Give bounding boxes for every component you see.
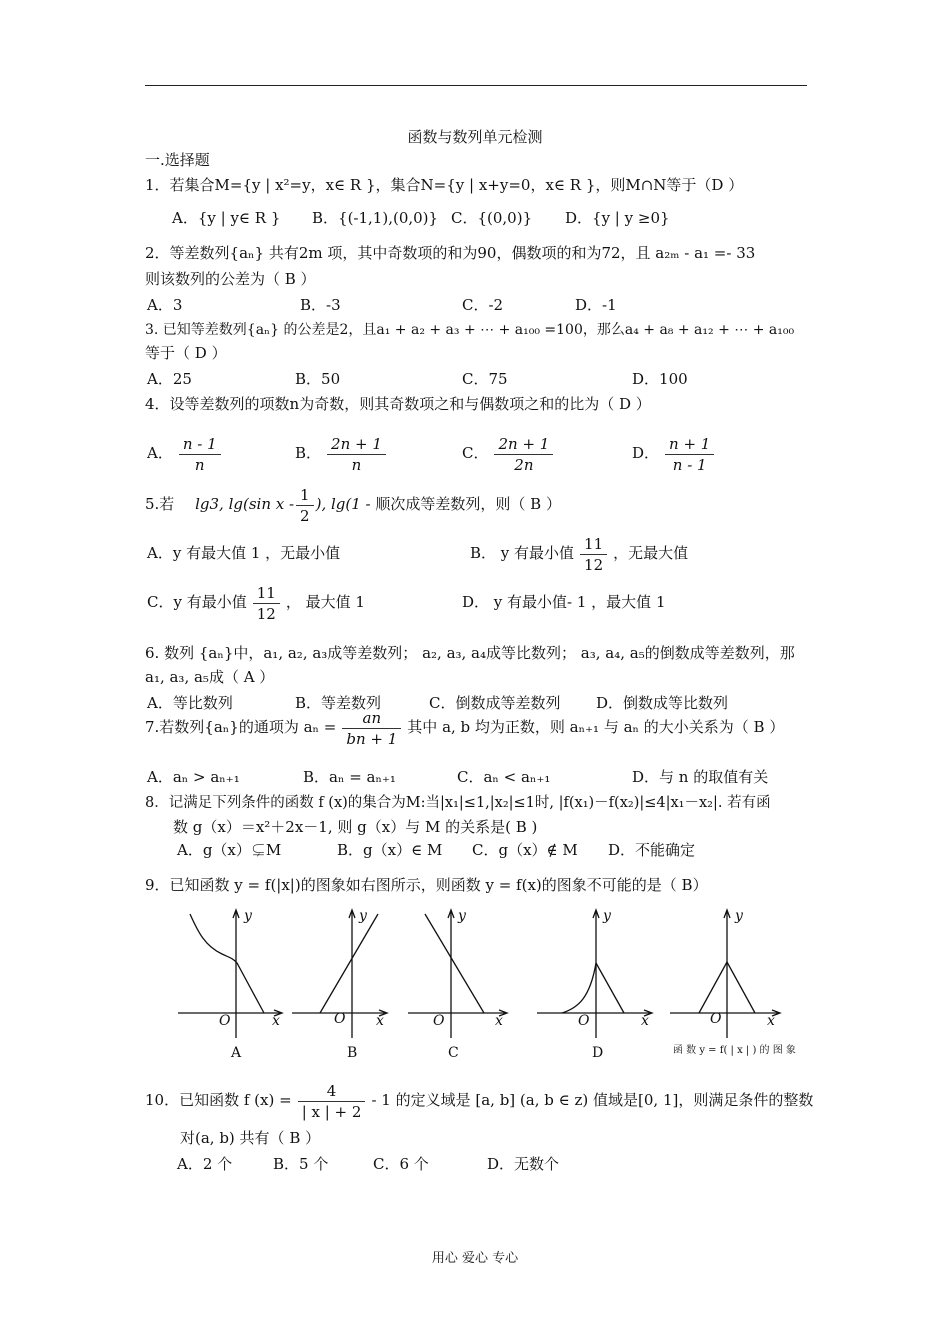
graph-f-origin: O (710, 1011, 722, 1027)
q10-option-d: D．无数个 (487, 1155, 560, 1173)
q7-option-c: C．aₙ < aₙ₊₁ (457, 768, 551, 786)
graph-b-origin: O (334, 1011, 346, 1027)
graph-b-x-label: x (376, 1013, 384, 1029)
graph-f-x-label: x (767, 1013, 775, 1029)
graph-a-label: A (231, 1045, 242, 1061)
q10-stem: 10．已知函数 f (x) = $\frac{4}{| x | + 2}$ - 1 的定义域是 [a, b] (a, b ∈ z) 值域是[0, 1]，则满足条件的整数 (145, 1081, 814, 1121)
q8-option-c: C．g（x）∉ M (472, 841, 578, 859)
graph-a-y-label: y (244, 908, 252, 924)
graph-c-y-label: y (458, 908, 466, 924)
q8-stem: 8．记满足下列条件的函数 f (x)的集合为M:当|x₁|≤1,|x₂|≤1时, |f(x₁)－f(x₂)|≤4|x₁－x₂|. 若有函 (145, 795, 771, 811)
section-heading: 一.选择题 (145, 151, 210, 169)
graph-f-abs (670, 910, 780, 1038)
q3-option-d: D．100 (632, 370, 688, 388)
graph-d-label: D (592, 1045, 604, 1061)
graph-c-label: C (448, 1045, 459, 1061)
q2-option-a: A．3 (147, 296, 183, 314)
q10-option-c: C．6 个 (373, 1155, 429, 1173)
graph-d-x-label: x (641, 1013, 649, 1029)
q5-stem: 5.若 lg3, lg(sin x - $\frac{1}{2}$ ), lg(1 - 顺次成等差数列，则（ B ） (145, 485, 561, 525)
q3-stem-line2: 等于（ D ） (145, 344, 227, 362)
graph-a-x-label: x (272, 1013, 280, 1029)
q8-option-b: B．g（x）∈ M (337, 841, 443, 859)
graph-c-origin: O (433, 1013, 445, 1029)
q7-stem: 7.若数列{aₙ}的通项为 aₙ = $\frac{an}{bn + 1}$ 其中 a, b 均为正数，则 aₙ₊₁ 与 aₙ 的大小关系为（ B ） (145, 708, 785, 748)
graph-a-origin: O (219, 1013, 231, 1029)
q8-option-d: D．不能确定 (608, 841, 696, 859)
q5-option-c: C．y 有最小值 $\frac{11}{12}$ ， 最大值 1 (147, 583, 365, 623)
header-rule (145, 85, 807, 86)
q4-option-b: B． $\frac{2n + 1}{n}$ (295, 433, 392, 473)
graph-b-label: B (347, 1045, 358, 1061)
graph-d (537, 910, 652, 1038)
q6-stem-line2: a₁, a₃, a₅成（ A ） (145, 668, 275, 686)
q6-option-d: D．倒数成等比数列 (596, 694, 729, 712)
q10-option-a: A．2 个 (177, 1155, 233, 1173)
q3-option-a: A．25 (147, 370, 192, 388)
q2-option-b: B．-3 (300, 296, 341, 314)
q2-stem-line2: 则该数列的公差为（ B ） (145, 270, 316, 288)
q10-option-b: B．5 个 (273, 1155, 329, 1173)
page-footer: 用心 爱心 专心 (431, 1251, 519, 1266)
q9-stem: 9．已知函数 y = f(|x|)的图象如右图所示，则函数 y = f(x)的图象不可能的是（ B） (145, 876, 708, 894)
q6-option-c: C．倒数成等差数列 (429, 694, 561, 712)
q6-option-a: A．等比数列 (147, 694, 233, 712)
q5-option-a: A．y 有最大值 1 ，无最小值 (147, 544, 341, 562)
q3-stem: 3. 已知等差数列{aₙ} 的公差是2，且a₁ + a₂ + a₃ + ⋯ + a₁₀₀ =100，那么a₄ + a₈ + a₁₂ + ⋯ + a₁₀₀ (145, 322, 795, 338)
q7-option-b: B．aₙ = aₙ₊₁ (303, 768, 396, 786)
q8-option-a: A．g（x）⊊M (177, 841, 282, 859)
q10-stem-line2: 对(a, b) 共有（ B ） (180, 1129, 321, 1147)
q2-option-d: D．-1 (575, 296, 617, 314)
q1-stem: 1．若集合M={y | x²=y，x∈ R }，集合N={y | x+y=0，x∈ R }，则M∩N等于（D ） (145, 176, 744, 194)
graph-d-origin: O (578, 1013, 590, 1029)
q4-option-c: C． $\frac{2n + 1}{2n}$ (462, 433, 559, 473)
graph-c (408, 910, 507, 1038)
q4-stem: 4．设等差数列的项数n为奇数，则其奇数项之和与偶数项之和的比为（ D ） (145, 395, 651, 413)
q1-option-b: B．{(-1,1),(0,0)} (312, 209, 439, 227)
graph-b-y-label: y (359, 908, 367, 924)
graph-d-y-label: y (603, 908, 611, 924)
q1-option-c: C．{(0,0)} (451, 209, 533, 227)
q4-option-d: D． $\frac{n + 1}{n - 1}$ (632, 433, 720, 473)
graph-f-caption: 函 数 y = f( | x | ) 的 图 象 (673, 1045, 796, 1056)
page-title: 函数与数列单元检测 (407, 128, 543, 146)
q4-option-a: A． $\frac{n - 1}{n}$ (147, 433, 227, 473)
q7-option-d: D．与 n 的取值有关 (632, 768, 769, 786)
q5-option-b: B． y 有最小值 $\frac{11}{12}$ ，无最大值 (470, 534, 689, 574)
graph-f-y-label: y (735, 908, 743, 924)
q6-stem: 6. 数列 {aₙ}中，a₁, a₂, a₃成等差数列； a₂, a₃, a₄成等比数列； a₃, a₄, a₅的倒数成等差数列，那 (145, 644, 795, 662)
q6-option-b: B．等差数列 (295, 694, 382, 712)
q5-option-d: D． y 有最小值- 1 ，最大值 1 (462, 593, 666, 611)
q3-option-b: B．50 (295, 370, 341, 388)
q2-option-c: C．-2 (462, 296, 504, 314)
q1-option-a: A．{y | y∈ R } (172, 209, 281, 227)
q1-option-d: D．{y | y ≥0} (565, 209, 670, 227)
q7-option-a: A．aₙ > aₙ₊₁ (147, 768, 240, 786)
graph-c-x-label: x (495, 1013, 503, 1029)
q2-stem: 2．等差数列{aₙ} 共有2m 项，其中奇数项的和为90，偶数项的和为72，且 a₂ₘ - a₁ =- 33 (145, 244, 756, 262)
q3-option-c: C．75 (462, 370, 508, 388)
q8-stem-line2: 数 g（x）＝x²＋2x－1, 则 g（x）与 M 的关系是( B ) (173, 818, 538, 836)
